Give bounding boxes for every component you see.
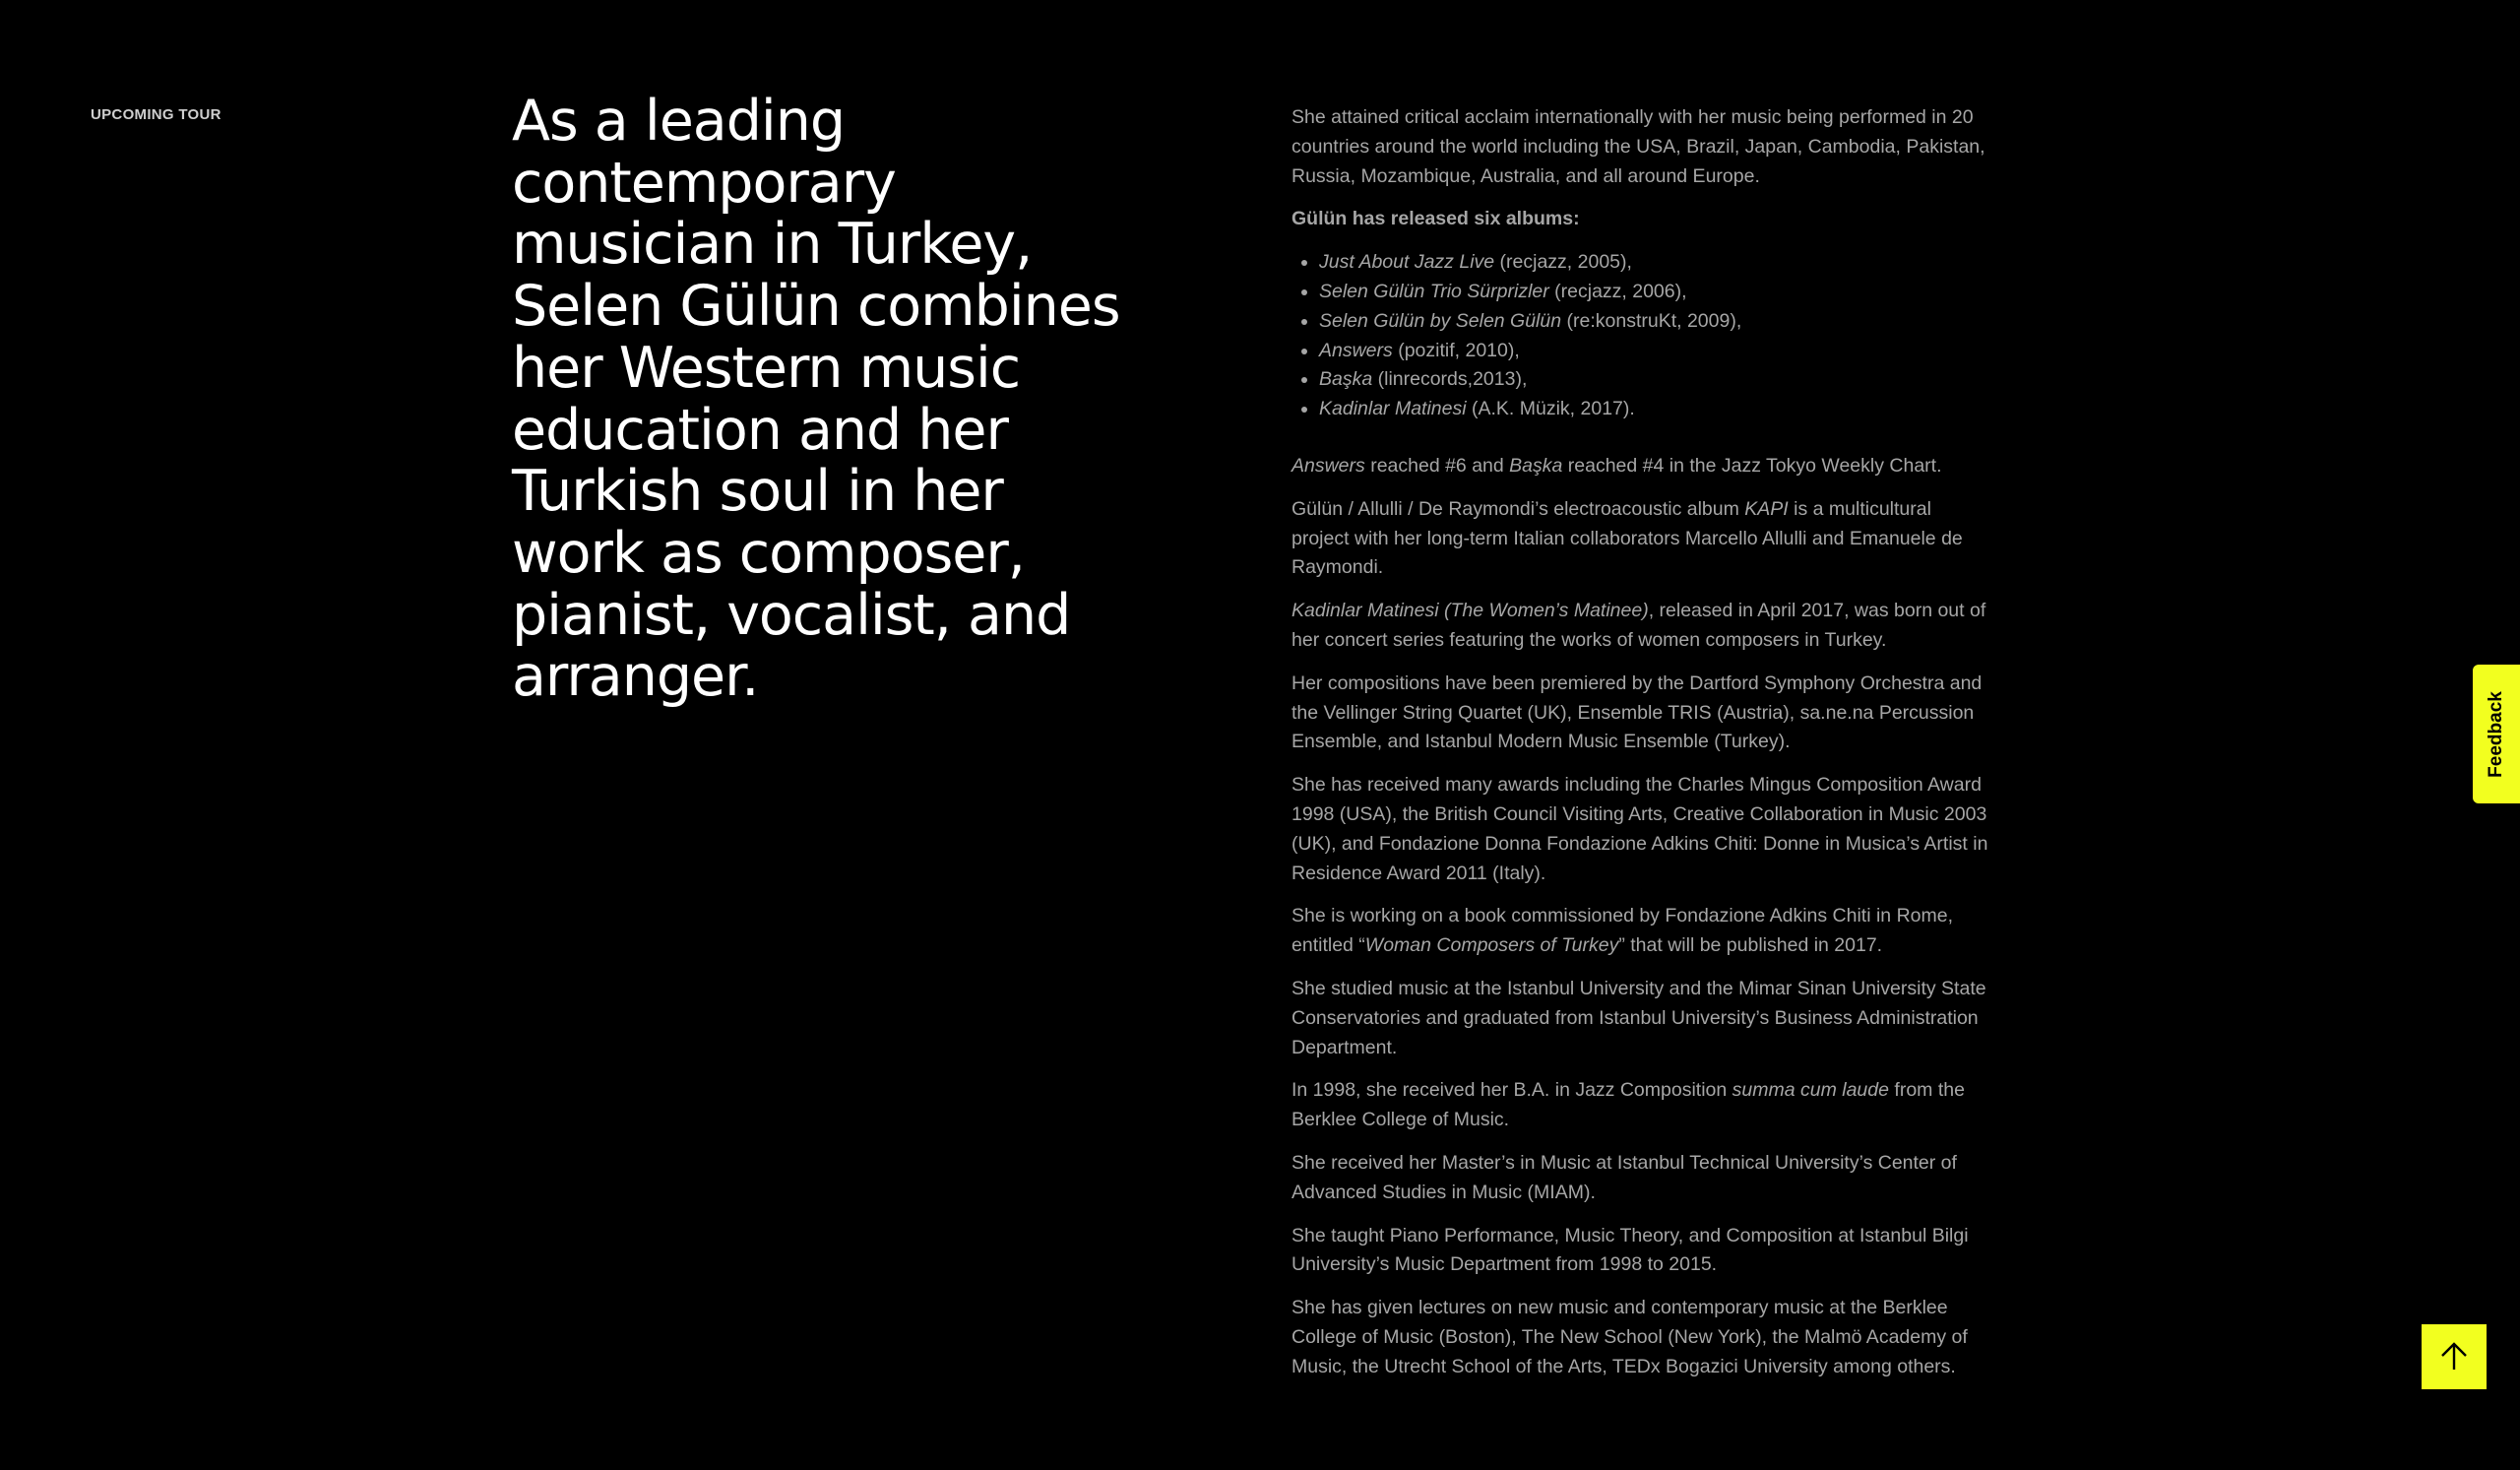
album-list [1292, 248, 1990, 424]
bio-studies: She studied music at the Istanbul University and the Mimar Sinan University State Conservatories and graduated from Istanbul University’s Business Administration Department. [1292, 977, 1986, 1058]
bio-book [1292, 902, 1990, 961]
honors-text: summa cum laude [1732, 1079, 1889, 1102]
album-item [1319, 307, 1990, 337]
album-item [1319, 365, 1990, 395]
bio-text: reached #4 in the Jazz Tokyo Weekly Chart. [1562, 454, 1942, 477]
album-title: Just About Jazz Live [1319, 251, 1495, 274]
bio-awards: She has received many awards including the Charles Mingus Composition Award 1998 (USA), the British Council Visiting Arts, Creative Collaboration in Music 2003 (UK), and Fondazione Donna Fondazione Adkins Chiti: Donne in Musica’s Artist in Residence Award 2011 (Italy). [1292, 774, 1988, 884]
album-detail: (linrecords,2013), [1372, 368, 1528, 391]
album-detail: (A.K. Müzik, 2017). [1466, 398, 1635, 420]
bio-teaching: She taught Piano Performance, Music Theory, and Composition at Istanbul Bilgi University’s Music Department from 1998 to 2015. [1292, 1224, 1969, 1276]
bio-matinee [1292, 597, 1990, 656]
bio-text: ” that will be published in 2017. [1618, 934, 1883, 957]
album-title: Selen Gülün by Selen Gülün [1319, 309, 1562, 332]
bio-text: from the Berklee College of Music. [1292, 1079, 1965, 1131]
album-title: Selen Gülün Trio Sürprizler [1319, 280, 1549, 302]
album-title: Kadinlar Matinesi [1319, 398, 1467, 420]
albums-heading: Gülün has released six albums: [1292, 208, 1580, 230]
album-title: KAPI [1744, 497, 1789, 520]
album-item [1319, 395, 1990, 424]
bio-text: , released in April 2017, was born out of her concert series featuring the works of women composers in Turkey. [1292, 600, 1986, 651]
bio-text: reached #6 and [1364, 454, 1510, 477]
bio-intro: She attained critical acclaim internationally with her music being performed in 20 countries around the world including the USA, Brazil, Japan, Cambodia, Pakistan, Russia, Mozambique, Australia, and all around Europe. [1292, 106, 1985, 187]
bio-text: is a multicultural project with her long-term Italian collaborators Marcello Allulli and Emanuele de Raymondi. [1292, 497, 1963, 579]
album-detail: (recjazz, 2006), [1548, 280, 1687, 302]
album-title: Answers [1292, 454, 1365, 477]
biography [1292, 103, 1990, 1395]
arrow-up-icon [2437, 1340, 2471, 1374]
bio-premieres: Her compositions have been premiered by the Dartford Symphony Orchestra and the Vellinger String Quartet (UK), Ensemble TRIS (Austria), sa.ne.na Percussion Ensemble, and Istanbul Modern Music Ensemble (Turkey). [1292, 671, 1983, 753]
lead-statement: As a leading contemporary musician in Turkey, Selen Gülün combines her Western music education and her Turkish soul in her work as composer, pianist, vocalist, and arranger. [512, 89, 1120, 710]
album-detail: (re:konstruKt, 2009), [1561, 309, 1742, 332]
upcoming-tour-link[interactable]: UPCOMING TOUR [91, 106, 221, 123]
bio-text: Gülün / Allulli / De Raymondi’s electroacoustic album [1292, 497, 1745, 520]
album-title: Başka [1509, 454, 1563, 477]
album-item [1319, 278, 1990, 307]
album-title: Kadinlar Matinesi (The Women’s Matinee) [1292, 600, 1649, 622]
feedback-tab[interactable] [2473, 665, 2520, 803]
bio-chart-positions [1292, 452, 1990, 481]
bio-masters: She received her Master’s in Music at Istanbul Technical University’s Center of Advanced Studies in Music (MIAM). [1292, 1151, 1957, 1203]
album-item [1319, 337, 1990, 366]
book-title: Woman Composers of Turkey [1364, 934, 1619, 957]
bio-kapi [1292, 495, 1990, 583]
back-to-top-button[interactable] [2422, 1324, 2487, 1389]
bio-lectures: She has given lectures on new music and contemporary music at the Berklee College of Music (Boston), The New School (New York), the Malmö Academy of Music, the Utrecht School of the Arts, TEDx Bogazici University among others. [1292, 1297, 1968, 1377]
album-detail: (pozitif, 2010), [1392, 339, 1520, 361]
bio-ba [1292, 1076, 1990, 1135]
bio-text: In 1998, she received her B.A. in Jazz Composition [1292, 1079, 1732, 1102]
album-title: Başka [1319, 368, 1373, 391]
album-item [1319, 248, 1990, 278]
album-title: Answers [1319, 339, 1393, 361]
bio-text: She is working on a book commissioned by Fondazione Adkins Chiti in Rome, entitled “ [1292, 905, 1954, 957]
feedback-label: Feedback [2486, 690, 2506, 778]
album-detail: (recjazz, 2005), [1494, 251, 1632, 274]
